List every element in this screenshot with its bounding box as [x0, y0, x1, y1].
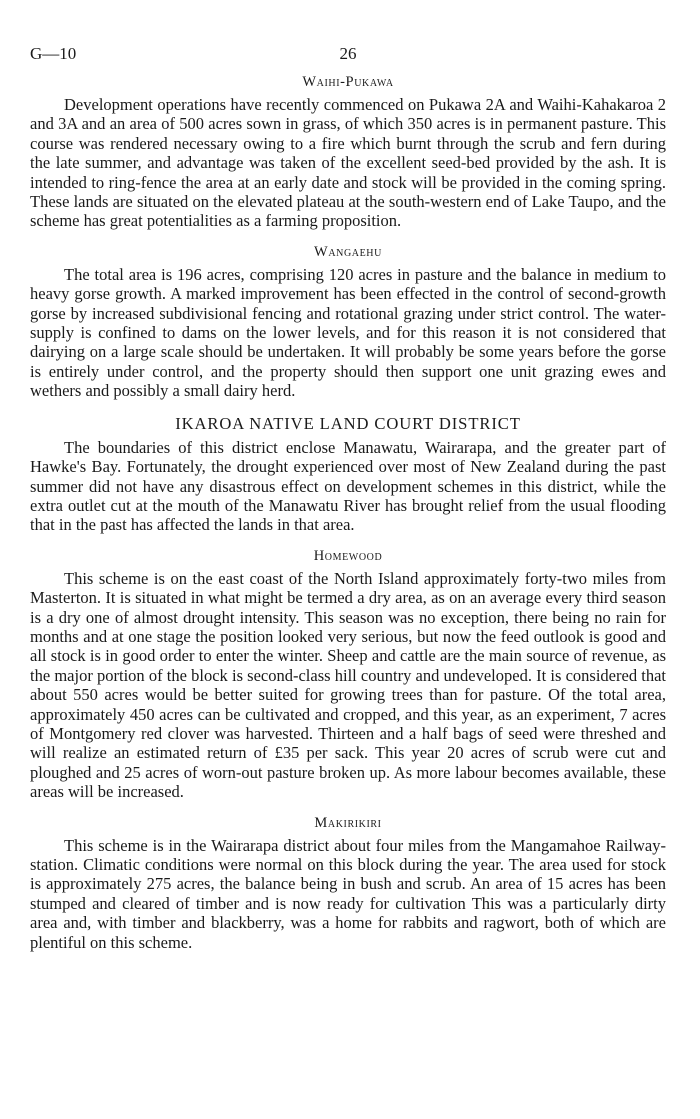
- section-paragraph: This scheme is in the Wairarapa district about four miles from the Mangamahoe Railway-station. Climatic conditions were normal on this block during the year. The area used for stock is approximately 275 acres, the balance being in bush and scrub. An area of 15 acres has been stumped and cleared of timber and is now ready for cultivation This was a particularly dirty area and, with timber and blackberry, was a home for rabbits and ragwort, both of which are plentiful on this scheme.: [30, 835, 666, 952]
- district-heading: IKAROA NATIVE LAND COURT DISTRICT: [175, 413, 521, 433]
- page-header: [30, 44, 666, 74]
- section-paragraph: The boundaries of this district enclose Manawatu, Wairarapa, and the greater part of Hawke's Bay. Fortunately, the drought experienced over most of New Zealand during the past summer did not have any disastrous effect on development schemes in this district, while the extra outlet cut at the mouth of the Manawatu River has brought relief from the usual flooding that in the past has affected the lands in that area.: [30, 437, 666, 535]
- section-heading: Wangaehu: [314, 243, 382, 260]
- section-paragraph: Development operations have recently commenced on Pukawa 2A and Waihi-Kahakaroa 2 and 3A and an area of 500 acres sown in grass, of which 350 acres is in permanent pasture. This course was rendered necessary owing to a fire which burnt through the scrub and fern during the late summer, and advantage was taken of the excellent seed-bed provided by the ash. It is intended to ring-fence the area at an early date and stock will be provided in the coming spring. These lands are situated on the elevated plateau at the south-western end of Lake Taupo, and the scheme has great potentialities as a farming proposition.: [30, 95, 666, 231]
- section-waihi-pukawa: [30, 74, 666, 231]
- section-paragraph: The total area is 196 acres, comprising 120 acres in pasture and the balance in medium to heavy gorse growth. A marked improvement has been effected in the control of second-growth gorse by increased subdivisional fencing and rotational grazing under strict control. The water-supply is confined to dams on the lower levels, and for this reason it is not considered that dairying on a large scale should be undertaken. It will probably be some years before the gorse is entirely under control, and the property should then support one unit grazing ewes and wethers and possibly a small dairy herd.: [30, 264, 666, 401]
- section-makirikiri: [30, 815, 666, 952]
- section-ikaroa-district: [30, 414, 666, 535]
- section-heading: Makirikiri: [314, 814, 382, 831]
- report-reference: G—10: [30, 44, 77, 63]
- page-number: 26: [339, 44, 357, 63]
- section-heading: Homewood: [313, 547, 383, 564]
- section-homewood: [30, 548, 666, 802]
- section-heading: Waihi-Pukawa: [302, 74, 394, 90]
- section-paragraph: This scheme is on the east coast of the North Island approximately forty-two miles from Masterton. It is situated in what might be termed a dry area, as on an average every third season is a dry one of almost drought intensity. This season was no exception, there being no rain for months and at one stage the position looked very serious, but now the feed outlook is good and all stock is in good order to enter the winter. Sheep and cattle are the main source of revenue, as the major portion of the block is second-class hill country and undeveloped. It is considered that about 550 acres would be better suited for growing trees than for pasture. Of the total area, approximately 450 acres can be cultivated and cropped, and this year, as an experiment, 7 acres of Montgomery red clover was harvested. Thirteen and a half bags of seed were threshed and will realize an estimated return of £35 per sack. This year 20 acres of scrub were cut and ploughed and 25 acres of worn-out pasture broken up. As more labour becomes available, these areas will be increased.: [30, 568, 666, 802]
- document-page: [30, 44, 666, 952]
- section-wangaehu: [30, 244, 666, 401]
